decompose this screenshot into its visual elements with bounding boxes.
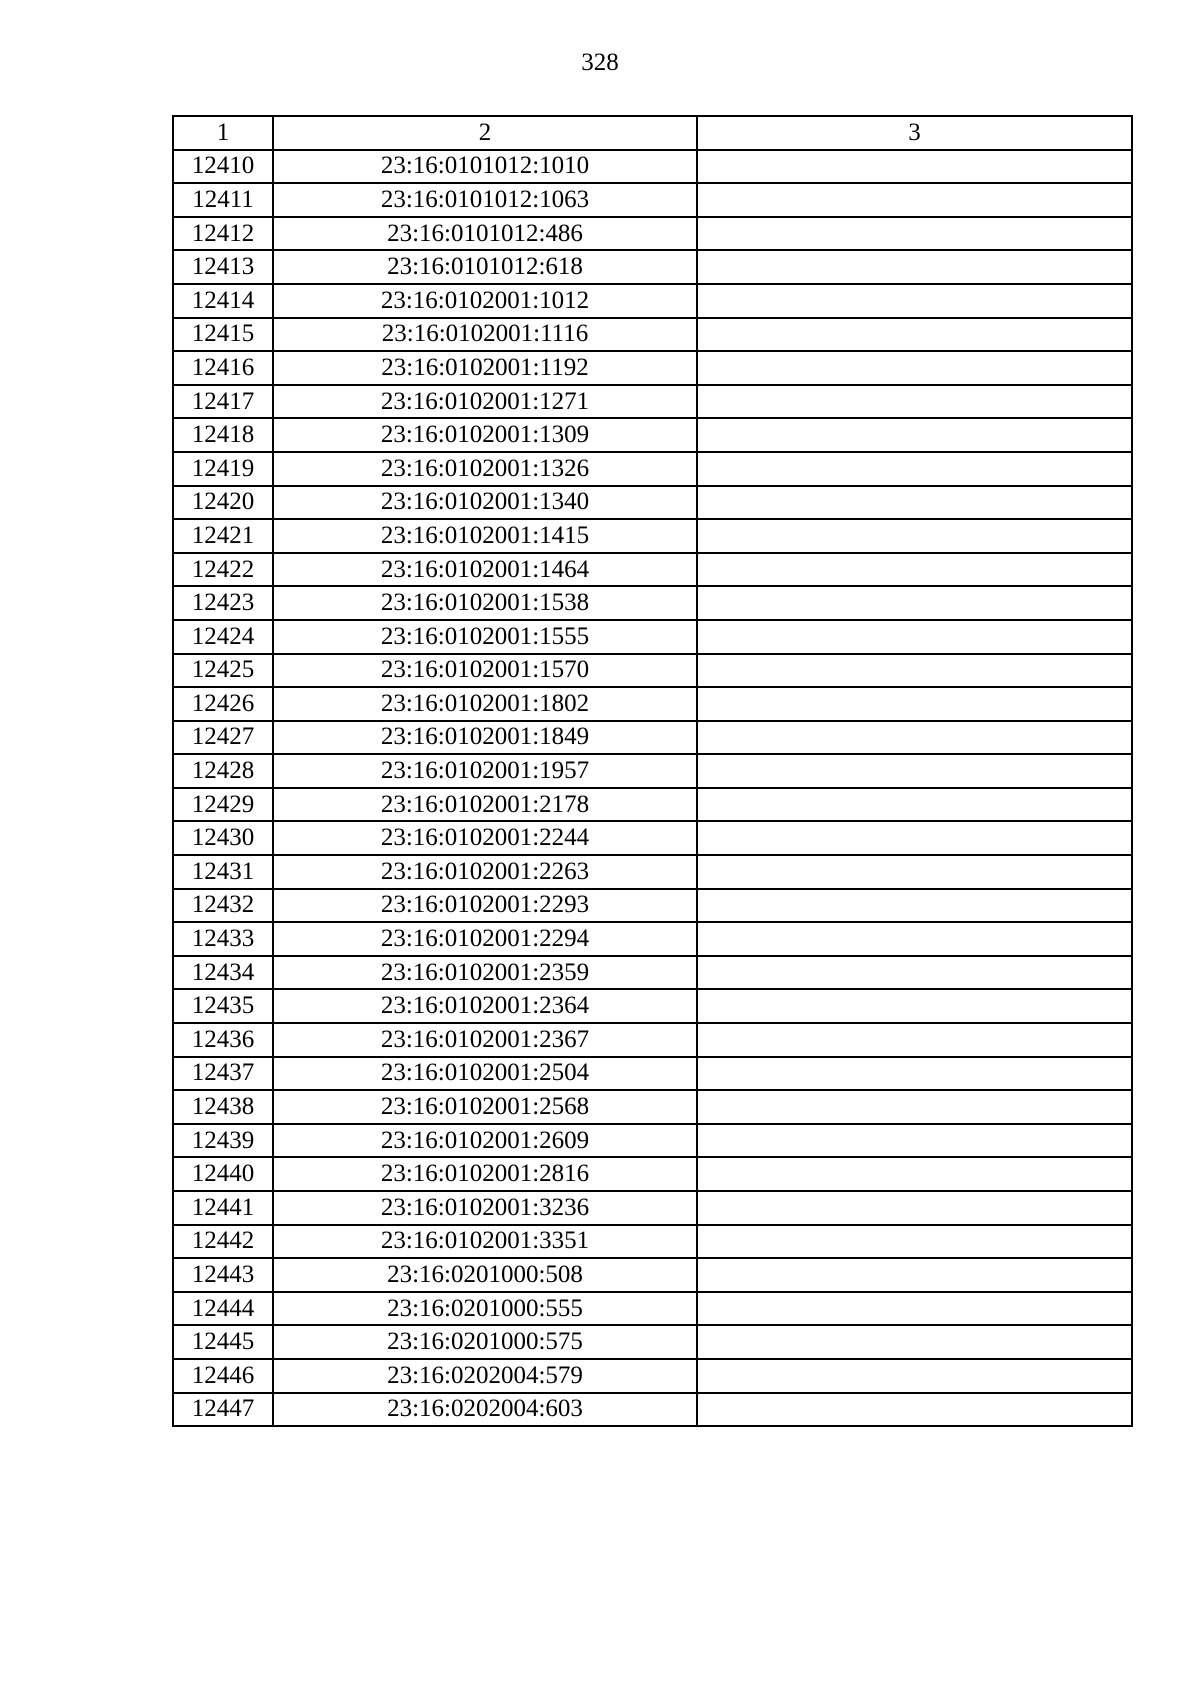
table-row	[173, 922, 1132, 956]
cell-note	[697, 754, 1132, 788]
cell-note	[697, 1359, 1132, 1393]
cell-cadastral-number: 23:16:0102001:1340	[273, 486, 697, 520]
cell-cadastral-number: 23:16:0102001:2816	[273, 1157, 697, 1191]
cell-number: 12433	[173, 922, 273, 956]
cell-cadastral-number: 23:16:0102001:1326	[273, 452, 697, 486]
table-row	[173, 1023, 1132, 1057]
cell-cadastral-number: 23:16:0201000:508	[273, 1258, 697, 1292]
table-row	[173, 486, 1132, 520]
cell-cadastral-number: 23:16:0102001:2293	[273, 889, 697, 923]
table-row	[173, 889, 1132, 923]
cell-cadastral-number: 23:16:0102001:2504	[273, 1057, 697, 1091]
table-row	[173, 183, 1132, 217]
table-row	[173, 1090, 1132, 1124]
table-row	[173, 1393, 1132, 1427]
cell-note	[697, 1292, 1132, 1326]
table-row	[173, 586, 1132, 620]
cell-cadastral-number: 23:16:0201000:575	[273, 1325, 697, 1359]
cell-number: 12420	[173, 486, 273, 520]
cell-number: 12414	[173, 284, 273, 318]
cell-note	[697, 855, 1132, 889]
table-row	[173, 1325, 1132, 1359]
cell-note	[697, 1393, 1132, 1427]
table-row	[173, 1191, 1132, 1225]
cell-cadastral-number: 23:16:0102001:2609	[273, 1124, 697, 1158]
cell-number: 12419	[173, 452, 273, 486]
cell-number: 12434	[173, 956, 273, 990]
cell-cadastral-number: 23:16:0102001:1849	[273, 721, 697, 755]
table-row	[173, 1225, 1132, 1259]
cell-number: 12415	[173, 318, 273, 352]
cell-cadastral-number: 23:16:0101012:1063	[273, 183, 697, 217]
cell-number: 12447	[173, 1393, 273, 1427]
table-row	[173, 1057, 1132, 1091]
table-row	[173, 553, 1132, 587]
cell-number: 12428	[173, 754, 273, 788]
cell-cadastral-number: 23:16:0102001:2367	[273, 1023, 697, 1057]
cell-number: 12429	[173, 788, 273, 822]
cell-cadastral-number: 23:16:0102001:2244	[273, 821, 697, 855]
table-row	[173, 788, 1132, 822]
cell-cadastral-number: 23:16:0102001:1192	[273, 351, 697, 385]
cell-note	[697, 788, 1132, 822]
cell-cadastral-number: 23:16:0102001:1415	[273, 519, 697, 553]
table-row	[173, 989, 1132, 1023]
cell-cadastral-number: 23:16:0102001:3351	[273, 1225, 697, 1259]
table-row	[173, 150, 1132, 184]
cell-number: 12430	[173, 821, 273, 855]
cell-number: 12418	[173, 418, 273, 452]
cell-note	[697, 183, 1132, 217]
table-row	[173, 519, 1132, 553]
cell-cadastral-number: 23:16:0102001:2359	[273, 956, 697, 990]
cell-number: 12435	[173, 989, 273, 1023]
cell-note	[697, 1191, 1132, 1225]
table-row	[173, 855, 1132, 889]
cell-number: 12412	[173, 217, 273, 251]
page-number: 328	[581, 49, 619, 76]
cell-number: 12413	[173, 250, 273, 284]
cell-number: 12441	[173, 1191, 273, 1225]
cell-cadastral-number: 23:16:0102001:1570	[273, 654, 697, 688]
table-row	[173, 351, 1132, 385]
cell-note	[697, 418, 1132, 452]
cell-note	[697, 620, 1132, 654]
cell-cadastral-number: 23:16:0102001:1309	[273, 418, 697, 452]
cell-note	[697, 217, 1132, 251]
column-header-2: 2	[273, 116, 697, 150]
cell-cadastral-number: 23:16:0102001:1802	[273, 687, 697, 721]
table-header	[173, 116, 1132, 150]
table-row	[173, 654, 1132, 688]
column-header-3: 3	[697, 116, 1132, 150]
header-row	[173, 116, 1132, 150]
table-row	[173, 1258, 1132, 1292]
table-row	[173, 1124, 1132, 1158]
cell-number: 12424	[173, 620, 273, 654]
cell-note	[697, 150, 1132, 184]
table-row	[173, 385, 1132, 419]
cell-cadastral-number: 23:16:0102001:1116	[273, 318, 697, 352]
table-row	[173, 687, 1132, 721]
cell-number: 12432	[173, 889, 273, 923]
data-table	[172, 115, 1133, 1427]
cell-number: 12416	[173, 351, 273, 385]
cell-note	[697, 721, 1132, 755]
cell-note	[697, 318, 1132, 352]
cell-note	[697, 821, 1132, 855]
cell-note	[697, 1090, 1132, 1124]
cell-number: 12438	[173, 1090, 273, 1124]
table-row	[173, 452, 1132, 486]
table-row	[173, 1157, 1132, 1191]
table-row	[173, 284, 1132, 318]
cell-note	[697, 553, 1132, 587]
cell-cadastral-number: 23:16:0202004:603	[273, 1393, 697, 1427]
column-header-1: 1	[173, 116, 273, 150]
cell-cadastral-number: 23:16:0102001:1012	[273, 284, 697, 318]
cell-number: 12439	[173, 1124, 273, 1158]
table-row	[173, 318, 1132, 352]
cell-note	[697, 922, 1132, 956]
table-row	[173, 1292, 1132, 1326]
table-row	[173, 721, 1132, 755]
table-row	[173, 418, 1132, 452]
cell-number: 12440	[173, 1157, 273, 1191]
cell-number: 12410	[173, 150, 273, 184]
cell-number: 12417	[173, 385, 273, 419]
cell-note	[697, 654, 1132, 688]
cell-cadastral-number: 23:16:0102001:1538	[273, 586, 697, 620]
cell-number: 12421	[173, 519, 273, 553]
table-row	[173, 821, 1132, 855]
cell-note	[697, 687, 1132, 721]
cell-number: 12426	[173, 687, 273, 721]
cell-cadastral-number: 23:16:0101012:618	[273, 250, 697, 284]
cell-note	[697, 1325, 1132, 1359]
cell-number: 12425	[173, 654, 273, 688]
cell-cadastral-number: 23:16:0102001:2263	[273, 855, 697, 889]
cell-note	[697, 1225, 1132, 1259]
table-row	[173, 620, 1132, 654]
cell-cadastral-number: 23:16:0201000:555	[273, 1292, 697, 1326]
table-row	[173, 250, 1132, 284]
cell-note	[697, 351, 1132, 385]
cell-note	[697, 1124, 1132, 1158]
cell-cadastral-number: 23:16:0202004:579	[273, 1359, 697, 1393]
cell-cadastral-number: 23:16:0102001:2568	[273, 1090, 697, 1124]
cell-cadastral-number: 23:16:0101012:1010	[273, 150, 697, 184]
cell-note	[697, 452, 1132, 486]
cell-cadastral-number: 23:16:0102001:1555	[273, 620, 697, 654]
cell-cadastral-number: 23:16:0101012:486	[273, 217, 697, 251]
cell-cadastral-number: 23:16:0102001:1271	[273, 385, 697, 419]
cell-note	[697, 586, 1132, 620]
table-body	[173, 150, 1132, 1427]
cell-number: 12422	[173, 553, 273, 587]
cell-cadastral-number: 23:16:0102001:1464	[273, 553, 697, 587]
table-row	[173, 217, 1132, 251]
cell-note	[697, 1157, 1132, 1191]
cell-number: 12436	[173, 1023, 273, 1057]
cell-note	[697, 1258, 1132, 1292]
cell-number: 12427	[173, 721, 273, 755]
cell-note	[697, 956, 1132, 990]
cell-number: 12444	[173, 1292, 273, 1326]
cell-number: 12411	[173, 183, 273, 217]
cell-cadastral-number: 23:16:0102001:2178	[273, 788, 697, 822]
cell-number: 12445	[173, 1325, 273, 1359]
cell-number: 12446	[173, 1359, 273, 1393]
cell-note	[697, 385, 1132, 419]
cell-cadastral-number: 23:16:0102001:2294	[273, 922, 697, 956]
table-row	[173, 956, 1132, 990]
cell-note	[697, 889, 1132, 923]
cell-note	[697, 519, 1132, 553]
cell-cadastral-number: 23:16:0102001:1957	[273, 754, 697, 788]
cell-note	[697, 1057, 1132, 1091]
cell-note	[697, 486, 1132, 520]
cell-cadastral-number: 23:16:0102001:3236	[273, 1191, 697, 1225]
cell-number: 12437	[173, 1057, 273, 1091]
table-row	[173, 754, 1132, 788]
cell-number: 12431	[173, 855, 273, 889]
cell-number: 12442	[173, 1225, 273, 1259]
cell-cadastral-number: 23:16:0102001:2364	[273, 989, 697, 1023]
cell-note	[697, 250, 1132, 284]
cell-note	[697, 284, 1132, 318]
cell-number: 12443	[173, 1258, 273, 1292]
cell-note	[697, 989, 1132, 1023]
table-row	[173, 1359, 1132, 1393]
cell-note	[697, 1023, 1132, 1057]
cell-number: 12423	[173, 586, 273, 620]
